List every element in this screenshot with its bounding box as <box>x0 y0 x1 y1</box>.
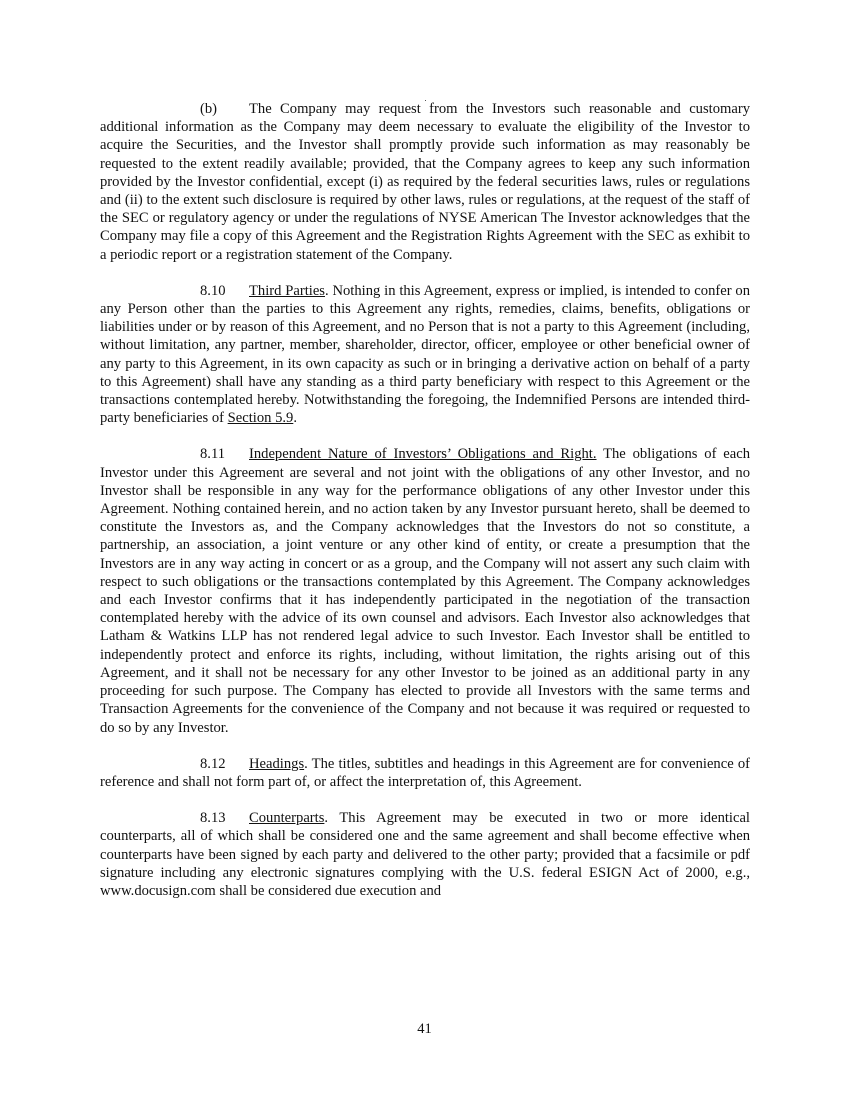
section-number: 8.13 <box>200 810 226 827</box>
section-title: Third Parties <box>249 282 325 299</box>
section-text: . The titles, subtitles and headings in this Agreement are for convenience of reference and shall not form part of, or affect the interpretation of, this Agreement. <box>100 755 750 790</box>
section-number: 8.10 <box>200 282 226 299</box>
section-number: 8.11 <box>200 446 225 463</box>
section-8-11-independent-nature <box>100 445 750 736</box>
paragraph-b <box>100 100 750 264</box>
paragraph-text: The Company may request from the Investors such reasonable and customary additional information as the Company may deem necessary to evaluate the eligibility of the Investor to acquire the Securities, and the Investor shall promptly provide such information as may reasonably be requested to the extent readily available; provided, that the Company agrees to keep any such information provided by the Investor confidential, except (i) as required by the federal securities laws, rules or regulations and (ii) to the extent such disclosure is required by other laws, rules or regulations, at the request of the staff of the SEC or regulatory agency or under the regulations of NYSE American The Investor acknowledges that the Company may file a copy of this Agreement and the Registration Rights Agreement with the SEC as exhibit to a periodic report or a registration statement of the Company. <box>100 101 750 263</box>
section-text: . Nothing in this Agreement, express or implied, is intended to confer on any Person other than the parties to this Agreement any rights, remedies, claims, benefits, obligations or liabilities under or by reason of this Agreement, and no Person that is not a party to this Agreement (including, without limitation, any partner, member, shareholder, director, officer, employee or other beneficial owner of any party to this Agreement, in its own capacity as such or in bringing a derivative action on behalf of a party to this Agreement) shall have any standing as a third party beneficiary with respect to this Agreement or the transactions contemplated hereby. Notwithstanding the foregoing, the Indemnified Persons are intended third-party beneficiaries of <box>100 282 750 427</box>
section-8-10-third-parties <box>100 282 750 428</box>
page-number: 41 <box>417 1021 432 1037</box>
document-body <box>100 100 750 900</box>
section-title: Headings <box>249 755 305 772</box>
section-text: The obligations of each Investor under this Agreement are several and not joint with the obligations of any other Investor, and no Investor shall be responsible in any way for the performance obligations of any other Investor under this Agreement. Nothing contained herein, and no action taken by any Investor pursuant hereto, shall be deemed to constitute the Investors as, and the Company acknowledges that the Investors do not so constitute, a partnership, an association, a joint venture or any other kind of entity, or create a presumption that the Investors are in any way acting in concert or as a group, and the Company will not assert any such claim with respect to such obligations or the transactions contemplated by this Agreement. The Company acknowledges and each Investor confirms that it has independently participated in the negotiation of the transaction contemplated hereby with the advice of its own counsel and advisors. Each Investor also acknowledges that Latham & Watkins LLP has not rendered legal advice to such Investor. Each Investor shall be entitled to independently protect and enforce its rights, including, without limitation, the rights arising out of this Agreement, and it shall not be necessary for any other Investor to be joined as an additional party in any proceeding for such purpose. The Company has elected to provide all Investors with the same terms and Transaction Agreements for the convenience of the Company and not because it was required or requested to do so by any Investor. <box>100 446 751 736</box>
section-title: Independent Nature of Investors’ Obligations and Right. <box>249 446 597 463</box>
section-title: Counterparts <box>249 810 325 827</box>
section-cross-reference: Section 5.9 <box>227 410 294 427</box>
section-text-tail: . <box>293 410 297 427</box>
section-8-12-headings <box>100 755 750 791</box>
section-8-13-counterparts <box>100 809 750 900</box>
section-number: 8.12 <box>200 755 226 772</box>
section-text: . This Agreement may be executed in two or more identical counterparts, all of which shall be considered one and the same agreement and shall become effective when counterparts have been signed by each party and delivered to the other party; provided that a facsimile or pdf signature including any electronic signatures complying with the U.S. federal ESIGN Act of 2000, e.g., www.docusign.com shall be considered due execution and <box>100 810 750 899</box>
paragraph-number: (b) <box>200 101 218 117</box>
